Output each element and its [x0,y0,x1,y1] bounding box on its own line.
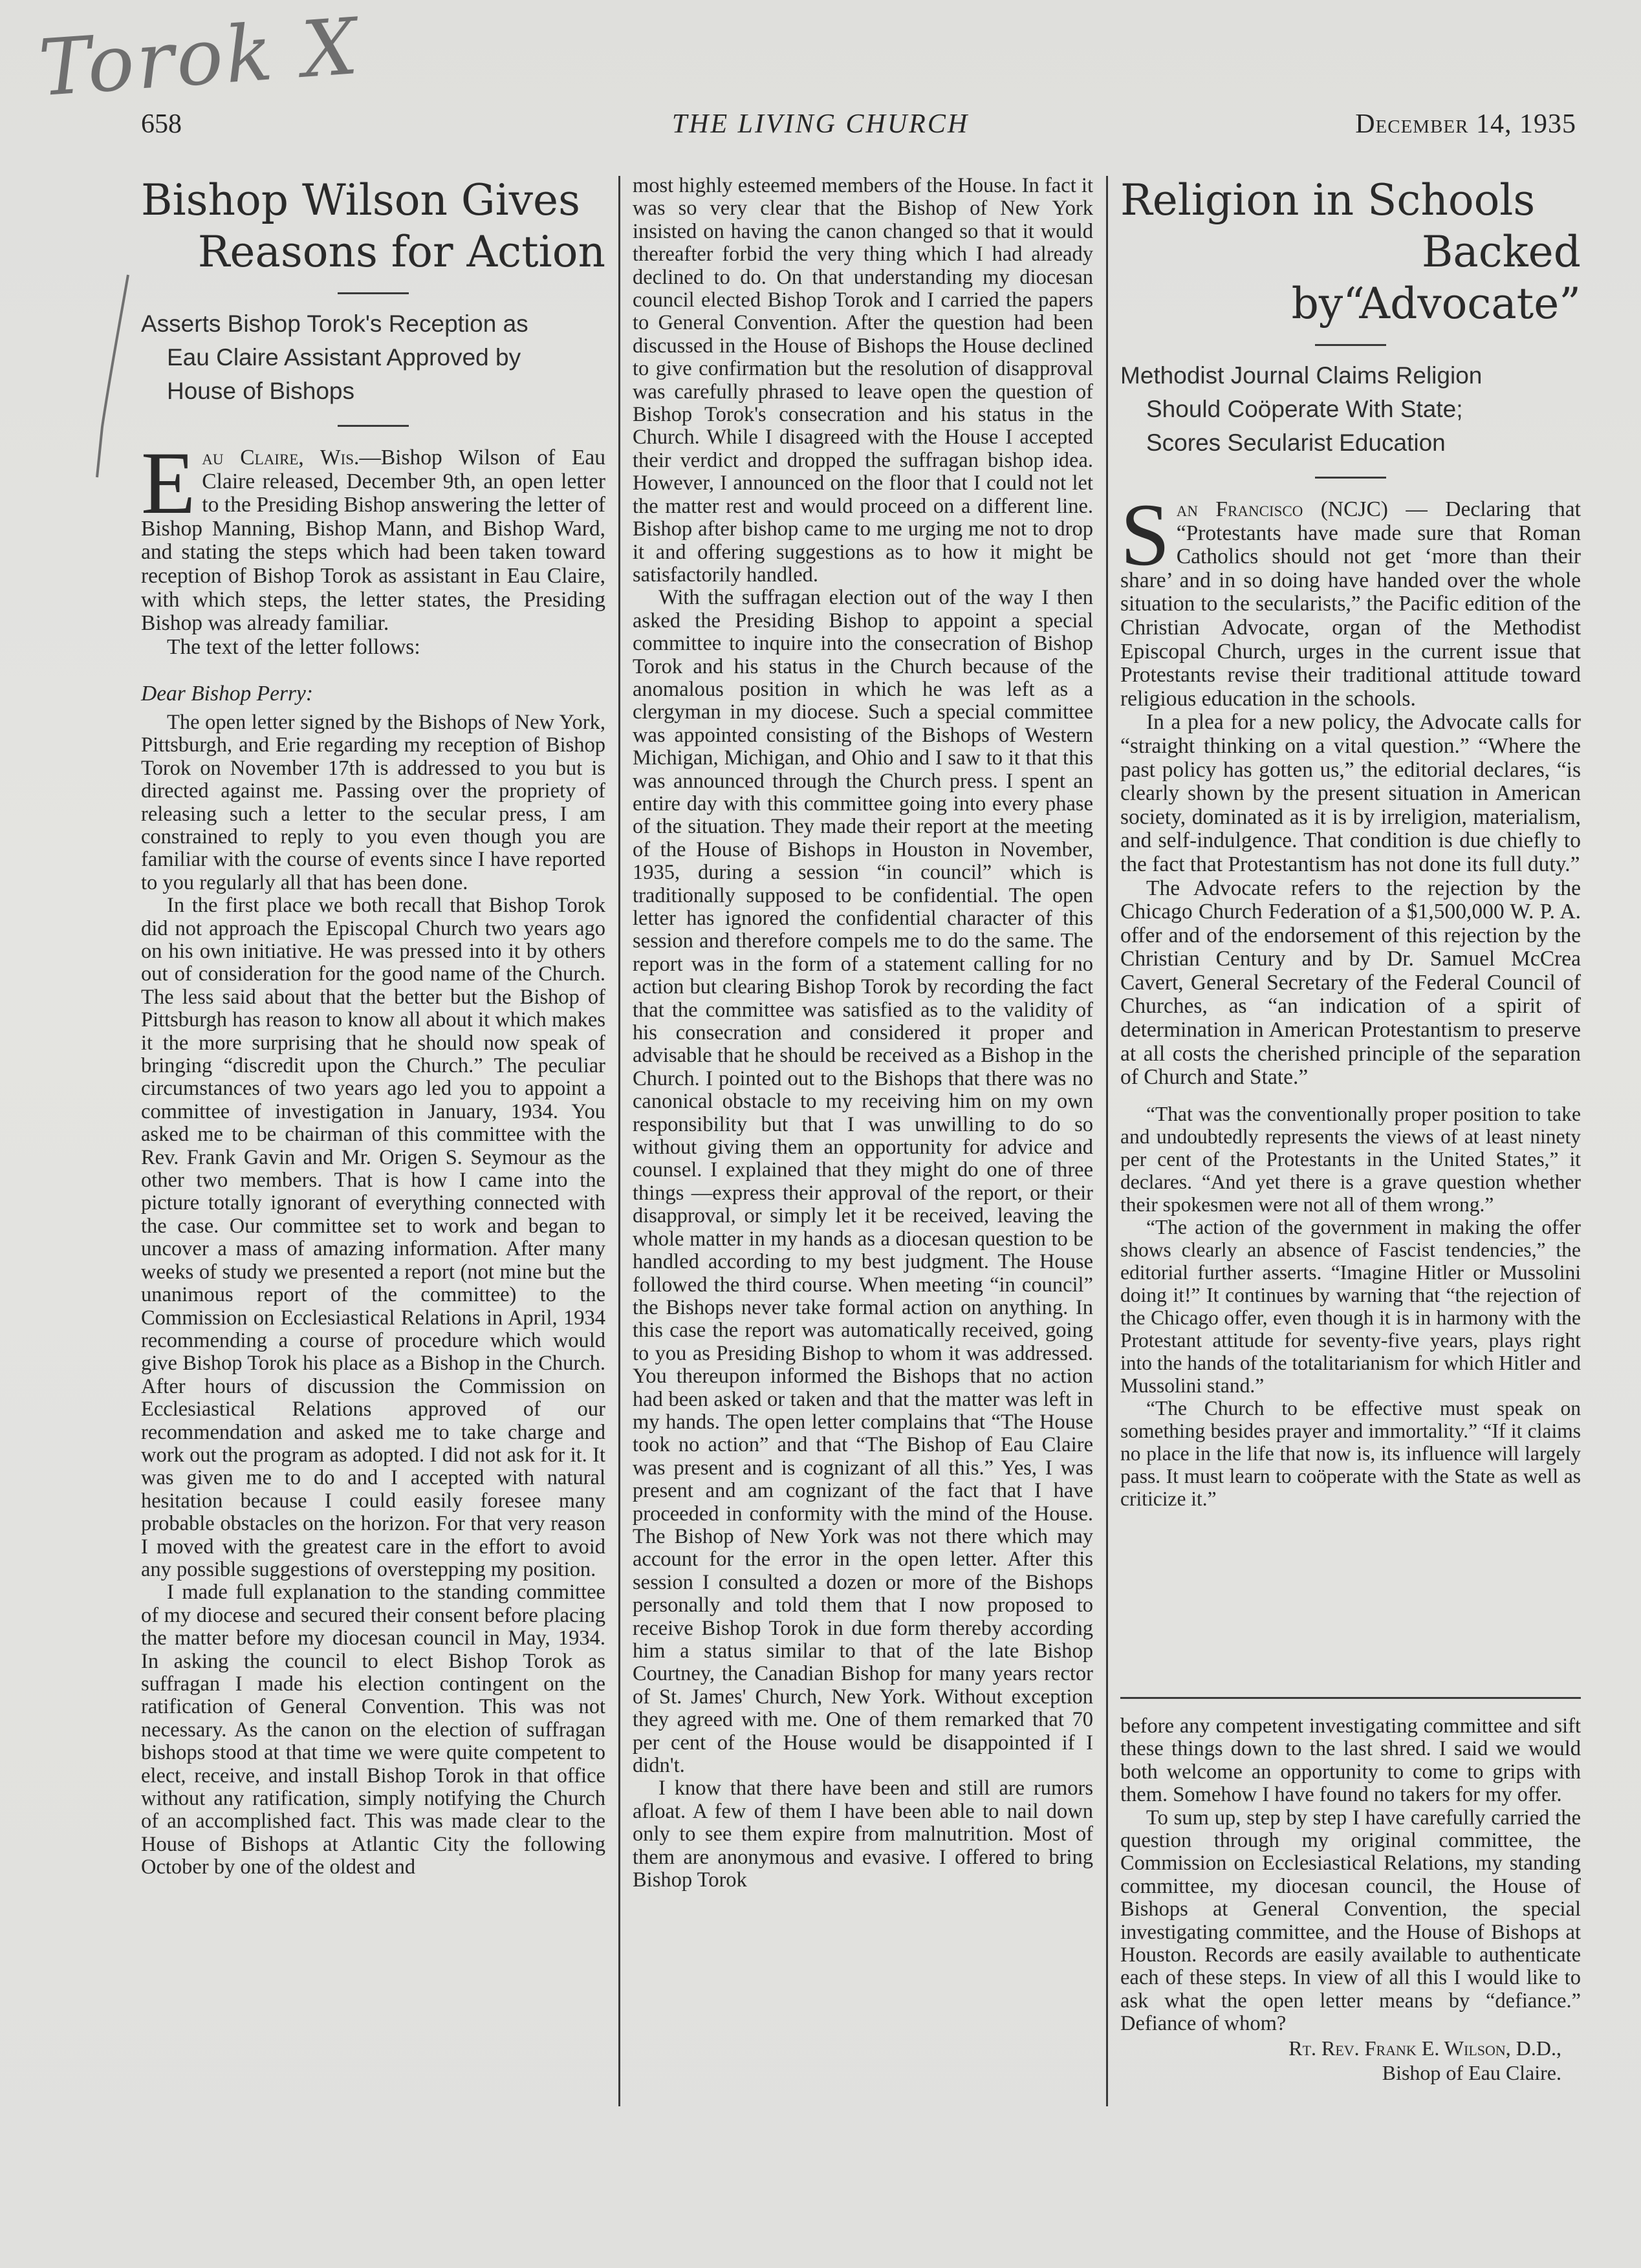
deck-rule [1315,477,1386,479]
page-number: 658 [141,109,182,139]
dateline: au Claire, Wis. [202,446,360,470]
column-1 [141,175,605,1879]
headline-rule [338,292,409,294]
letter-paragraph: In the first place we both recall that Bishop Torok did not approach the Episcopal Church two years ago on his own initiative. He was pressed into it by others out of consideration for the good name of the Church. The less said about that the better but the Bishop of Pittsburgh has reason to know all about it which makes it the more surprising that he should now speak of bringing “discredit upon the Church.” The peculiar circumstances of two years ago led you to appoint a committee of investigation in January, 1934. You asked me to be chairman of this committee with the Rev. Frank Gavin and Mr. Origen S. Seymour as the other two members. That is how I came into the picture totally ignorant of everything connected with the case. Our committee set to work and began to uncover a mass of amazing information. After many weeks of study we presented a report (not mine but the unanimous report of the committee) to the Commission on Ecclesiastical Relations in April, 1934 recommending a course of procedure which would give Bishop Torok his place as a Bishop in the Church. After hours of discussion the Commission on Ecclesiastical Relations approved of our recommendation and asked me to take charge and work out the program as adopted. I did not ask for it. It was given me to do and I accepted with natural hesitation because I could easily foresee many probable obstacles on the horizon. For that very reason I moved with the greatest care in the effort to avoid any possible suggestions of overstepping my position. [141,894,605,1581]
dateline: an Francisco (NCJC) [1176,497,1388,521]
letter-paragraph: To sum up, step by step I have carefully carried the question through my original committee, the Commission on Ecclesiastical Relations, my standing committee, my diocesan council, the House of Bishops at General Convention, the special investigating committee, and the House of Bishops at Houston. Records are easily available to authenticate each of these steps. In view of all this I would like to ask what the open letter means by “defiance.” Defiance of whom? [1120,1806,1581,2036]
dropcap: E [141,433,196,532]
masthead: THE LIVING CHURCH [671,109,970,139]
article2-paragraph: In a plea for a new policy, the Advocate calls for “straight thinking on a vital question.” “Where the past policy has gotten us,” the editorial declares, “is clearly shown by the present situation in American society, dominated as it is by irreligion, materialism, and self-indulgence. That condition is due chiefly to the fact that Protestantism has not done its full duty.” [1120,710,1581,876]
column-3 [1120,175,1581,1510]
handwritten-annotation: Torok X [36,1,364,114]
column-rule-left [618,176,620,2106]
article2-headline: Religion in Schools Backed by“Advocate” [1120,175,1581,329]
article2-paragraph: The Advocate refers to the rejection by the Chicago Church Federation of a $1,500,000 W. P. A. offer and of the endorsement of this rejection by the Christian Century and by Dr. Samuel McCrea Cavert, General Secretary of the Federal Council of Churches, as “an indication of a spirit of determination in American Protestantism to preserve at all costs the cherished principle of the separation of Church and State.” [1120,876,1581,1090]
letter-paragraph: I made full explanation to the standing committee of my diocese and secured their consent before placing the matter before my diocesan council in May, 1934. In asking the council to elect Bishop Torok as suffragan I made his election contingent on the ratification of General Convention. This was not necessary. As the canon on the election of suffragan bishops stood at that time we were quite competent to elect, receive, and install Bishop Torok in that office without any ratification, simply notifying the Church of an accomplished fact. This was made clear to the House of Bishops at Atlantic City the following October by one of the oldest and [141,1581,605,1879]
deck-rule [338,425,409,427]
article2-paragraph: “That was the conventionally proper position to take and undoubtedly represents the views of at least ninety per cent of the Protestants in the United States,” it declares. “And yet there is a grave question whether their spokesmen were not all of them wrong.” [1120,1102,1581,1216]
article2-paragraph: “The action of the government in making the offer shows clearly an absence of Fascist tendencies,” the editorial further asserts. “Imagine Hitler or Mussolini doing it!” It continues by warning that “the rejection of the Chicago offer, even though it is in harmony with the Protestant attitude for seventy-five years, plays right into the hands of the totalitarianism for which Hitler and Mussolini stand.” [1120,1215,1581,1397]
handwritten-check-mark [91,272,129,479]
letter-paragraph: most highly esteemed members of the House. In fact it was so very clear that the Bishop of New York insisted on having the canon changed so that it would thereafter forbid the very thing which I had already declined to do. On that understanding my diocesan council elected Bishop Torok and I carried the papers to General Convention. After the question had been discussed in the House of Bishops the House declined to give confirmation but the resolution of disapproval was carefully phrased to leave open the question of Bishop Torok's consecration and his status in the Church. While I disagreed with the House I accepted their verdict and dropped the suffragan bishop idea. However, I announced on the floor that I could not let the matter rest and would proceed on a different line. Bishop after bishop came to me urging me not to drop it and offering suggestions as to how it might be satisfactorily handled. [633,174,1093,587]
article-separator-rule [1120,1697,1581,1699]
article2-lead: San Francisco (NCJC) — Declaring that “Protestants have made sure that Roman Catholics should not get ‘more than their share’ and in so doing have handed over the whole situation to the secularists,” the Pacific edition of the Christian Advocate, organ of the Methodist Episcopal Church, urges in the current issue that Protestants revise their traditional attitude toward religious education in the schools. [1120,485,1581,711]
article2-deck: Methodist Journal Claims Religion Should Coöperate With State; Scores Secularist Education [1120,362,1483,456]
article1-deck: Asserts Bishop Torok's Reception as Eau Claire Assistant Approved by House of Bishops [141,310,528,404]
headline-rule [1315,344,1386,346]
letter-paragraph: I know that there have been and still are rumors afloat. A few of them I have been able to nail down only to see them expire from malnutrition. Most of them are anonymous and evasive. I offered to bring Bishop Torok [633,1777,1093,1892]
salutation: Dear Bishop Perry: [141,682,314,706]
letter-body-part1 [141,711,605,1879]
article1-intro: The text of the letter follows: [167,634,420,659]
article1-headline: Bishop Wilson Gives Reasons for Action [141,175,605,277]
running-head [0,109,1641,147]
column-2 [633,175,1093,1892]
issue-date: December 14, 1935 [1355,109,1576,139]
letter-paragraph: before any competent investigating committee and sift these things down to the last shred. I said we would both welcome an opportunity to come to grips with them. Somehow I have found no takers for my offer. [1120,1714,1581,1807]
article2-quotes [1120,1103,1581,1510]
article2-paragraph: “The Church to be effective must speak on something besides prayer and immortality.” “If it claims no place in the life that now is, its influence will largely pass. It must learn to coöperate with the State as well as criticize it.” [1120,1396,1581,1510]
column-rule-right [1106,176,1108,2106]
letter-paragraph: The open letter signed by the Bishops of New York, Pittsburgh, and Erie regarding my reception of Bishop Torok on November 17th is addressed to you but is directed against me. Passing over the propriety of releasing such a letter to the secular press, I am constrained to reply to you even though you are familiar with the course of events since I have reported to you regularly all that has been done. [141,710,605,894]
dropcap: S [1120,485,1170,584]
letter-paragraph: With the suffragan election out of the way I then asked the Presiding Bishop to appoint a special committee to inquire into the consecration of Bishop Torok and his status in the Church because of the anomalous position in which he was left as a clergyman in my diocese. Such a special committee was appointed consisting of the Bishops of Western Michigan, Michigan, and Ohio and I saw to it that this was announced through the Church press. I spent an entire day with this committee going into every phase of the situation. They made their report at the meeting of the House of Bishops in Houston in November, 1935, during a session “in council” which is traditionally supposed to be confidential. The open letter has ignored the confidential character of this session and therefore compels me to do the same. The report was in the form of a statement calling for no action but clearing Bishop Torok by recording the fact that the committee was satisfied as to the validity of his consecration and considered it proper and advisable that he should be received as a Bishop in the Church. I pointed out to the Bishops that there was no canonical obstacle to my receiving him on my own responsibility but that I was unwilling to do so without giving them an opportunity for advice and counsel. I explained that they might do one of three things —express their approval of the report, or their disapproval, or simply let it be received, leaving the whole matter in my hands as a diocesan question to be handled according to my best judgment. The House followed the third course. When meeting “in council” the Bishops never take formal action on anything. In this case the report was automatically received, going to you as Presiding Bishop to whom it was addressed. You thereupon informed the Bishops that no action had been asked or taken and that the matter was left in my hands. The open letter complains that “The House took no action” and that “The Bishop of Eau Claire was present and is cognizant of all this.” Yes, I was present and am cognizant of the fact that I have proceeded in conformity with the mind of the House. The Bishop of New York was not there which may account for the error in the open letter. After this session I consulted a dozen or more of the Bishops personally and told them that I now proposed to receive Bishop Torok in due form thereby according him a status similar to that of the late Bishop Courtney, the Canadian Bishop for many years rector of St. James' Church, New York. Without exception they agreed with me. One of them remarked that 70 per cent of the House would be disappointed if I didn't. [633,586,1093,1778]
signature: Rt. Rev. Frank E. Wilson, D.D., Bishop of Eau Claire. [1288,2036,1561,2084]
article1-lead: Eau Claire, Wis.—Bishop Wilson of Eau Claire released, December 9th, an open letter to the Presiding Bishop answering the letter of Bishop Manning, Bishop Mann, and Bishop Ward, and stating the steps which had been taken toward reception of Bishop Torok as assistant in Eau Claire, with which steps, the letter states, the Presiding Bishop was already familiar. [141,433,605,636]
column-3-continuation [1120,1715,1581,2085]
